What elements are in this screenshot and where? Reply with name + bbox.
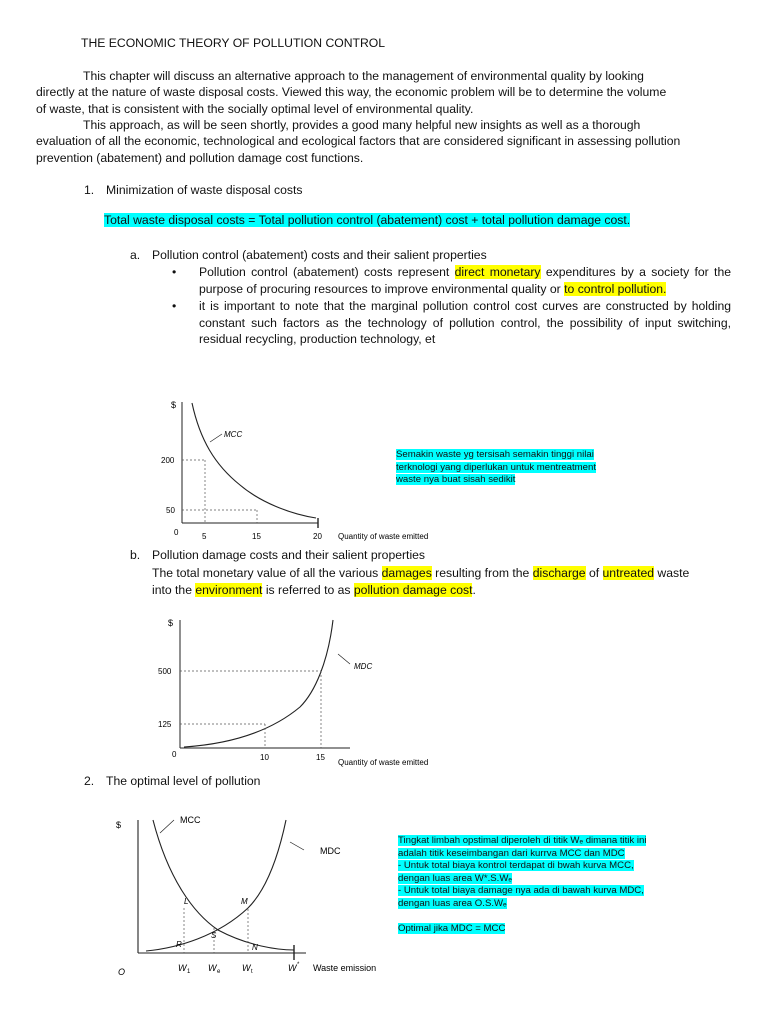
mdc-ylabel: $ bbox=[168, 618, 174, 628]
opt-xtick: W bbox=[288, 963, 297, 973]
mdc-curve bbox=[184, 620, 333, 747]
opt-xtick-sub: t bbox=[251, 969, 253, 975]
optimal-pollution-chart bbox=[108, 808, 398, 983]
page-title: THE ECONOMIC THEORY OF POLLUTION CONTROL bbox=[81, 36, 386, 50]
mdc-xlabel: Quantity of waste emitted bbox=[338, 758, 429, 767]
opt-mcc-curve bbox=[153, 820, 294, 950]
cost-formula: Total waste disposal costs = Total pollution control (abatement) cost + total pollution damage cost. bbox=[104, 213, 631, 227]
intro-paragraph-2: This approach, as will be seen shortly, provides a good many helpful new insights as well as a thorough evaluation of all the economic, technological and ecological factors that are considered significant in assessing pollution prevention (abatement) and pollution damage cost functions. bbox=[36, 118, 681, 165]
opt-mdc-leader bbox=[290, 842, 304, 850]
opt-xtick-sub: e bbox=[217, 969, 221, 975]
opt-origin: O bbox=[118, 967, 126, 977]
annotation-note-2: Tingkat limbah opstimal diperoleh di titik Wₑ dimana titik ini adalah titik keseimbangan dari kurrva MCC dan MDC - Untuk total biaya kontrol terdapat di bwah kurva MCC, dengan luas area W*.S.Wₑ - Untuk total biaya damage nya ada di bawah kurva MDC, dengan luas area O.S.Wₑ Optimal jika MDC = MCC bbox=[398, 835, 647, 934]
opt-point-label: S bbox=[211, 931, 217, 940]
intro-paragraph-1: This chapter will discuss an alternative approach to the management of environmental quality by looking directly at the nature of waste disposal costs. Viewed this way, the economic problem will be to determine the volume of waste, that is consistent with the socially optimal level of environmental quality. bbox=[36, 69, 667, 116]
mcc-curve bbox=[192, 403, 316, 518]
opt-mdc-label: MDC bbox=[320, 846, 341, 856]
annotation-note-1: Semakin waste yg tersisah semakin tinggi nilai terknologi yang diperlukan untuk mentreatment waste nya buat sisah sedikit bbox=[396, 449, 596, 486]
mdc-curve-label: MDC bbox=[354, 662, 373, 671]
opt-xtick: W bbox=[242, 963, 251, 973]
mcc-xtick: 5 bbox=[202, 532, 207, 541]
opt-xlabel: Waste emission bbox=[313, 963, 377, 973]
mcc-origin: 0 bbox=[174, 528, 179, 537]
opt-xtick-sub: * bbox=[297, 962, 300, 968]
opt-point-label: R bbox=[176, 940, 182, 949]
mdc-ytick: 125 bbox=[158, 720, 172, 729]
opt-mcc-leader bbox=[160, 820, 174, 833]
bullet-item: • Pollution control (abatement) costs represent direct monetary expenditures by a society for the purpose of procuring resources to improve environmental quality or to control pollution. bbox=[172, 265, 731, 296]
mdc-xtick: 10 bbox=[260, 753, 269, 762]
opt-ylabel: $ bbox=[116, 820, 122, 830]
mdc-origin: 0 bbox=[172, 750, 177, 759]
mdc-chart bbox=[150, 612, 460, 772]
opt-point-label: L bbox=[184, 897, 189, 906]
mcc-xtick: 20 bbox=[313, 532, 322, 541]
opt-point-label: M bbox=[241, 897, 248, 906]
section-2-heading: 2. The optimal level of pollution bbox=[84, 774, 261, 788]
opt-point-label: N bbox=[252, 943, 258, 952]
mcc-label-leader bbox=[210, 434, 222, 442]
bullet-item: • it is important to note that the marginal pollution control cost curves are constructed by holding constant such factors as the technology of pollution control, the possibility of input switching, residual recycling, production technology, et bbox=[172, 299, 731, 347]
mcc-curve-label: MCC bbox=[224, 430, 243, 439]
mcc-ytick: 50 bbox=[166, 506, 175, 515]
mdc-label-leader bbox=[338, 654, 350, 664]
mcc-xlabel: Quantity of waste emitted bbox=[338, 532, 429, 541]
mcc-ytick: 200 bbox=[161, 456, 175, 465]
subsection-b-text: The total monetary value of all the various damages resulting from the discharge of untreated waste into the environment is referred to as pollution damage cost. bbox=[152, 566, 690, 597]
opt-xtick: W bbox=[208, 963, 217, 973]
opt-xtick: W bbox=[178, 963, 187, 973]
opt-mcc-label: MCC bbox=[180, 815, 201, 825]
subsection-b-heading: b. Pollution damage costs and their salient properties bbox=[130, 548, 426, 562]
mdc-xtick: 15 bbox=[316, 753, 325, 762]
mcc-ylabel: $ bbox=[171, 400, 177, 410]
subsection-a-heading: a. Pollution control (abatement) costs and their salient properties bbox=[130, 248, 487, 262]
section-1-heading: 1. Minimization of waste disposal costs bbox=[84, 183, 303, 197]
mcc-xtick: 15 bbox=[252, 532, 261, 541]
mdc-ytick: 500 bbox=[158, 667, 172, 676]
subsection-a-bullets bbox=[172, 264, 731, 348]
opt-xtick-sub: 1 bbox=[187, 969, 191, 975]
